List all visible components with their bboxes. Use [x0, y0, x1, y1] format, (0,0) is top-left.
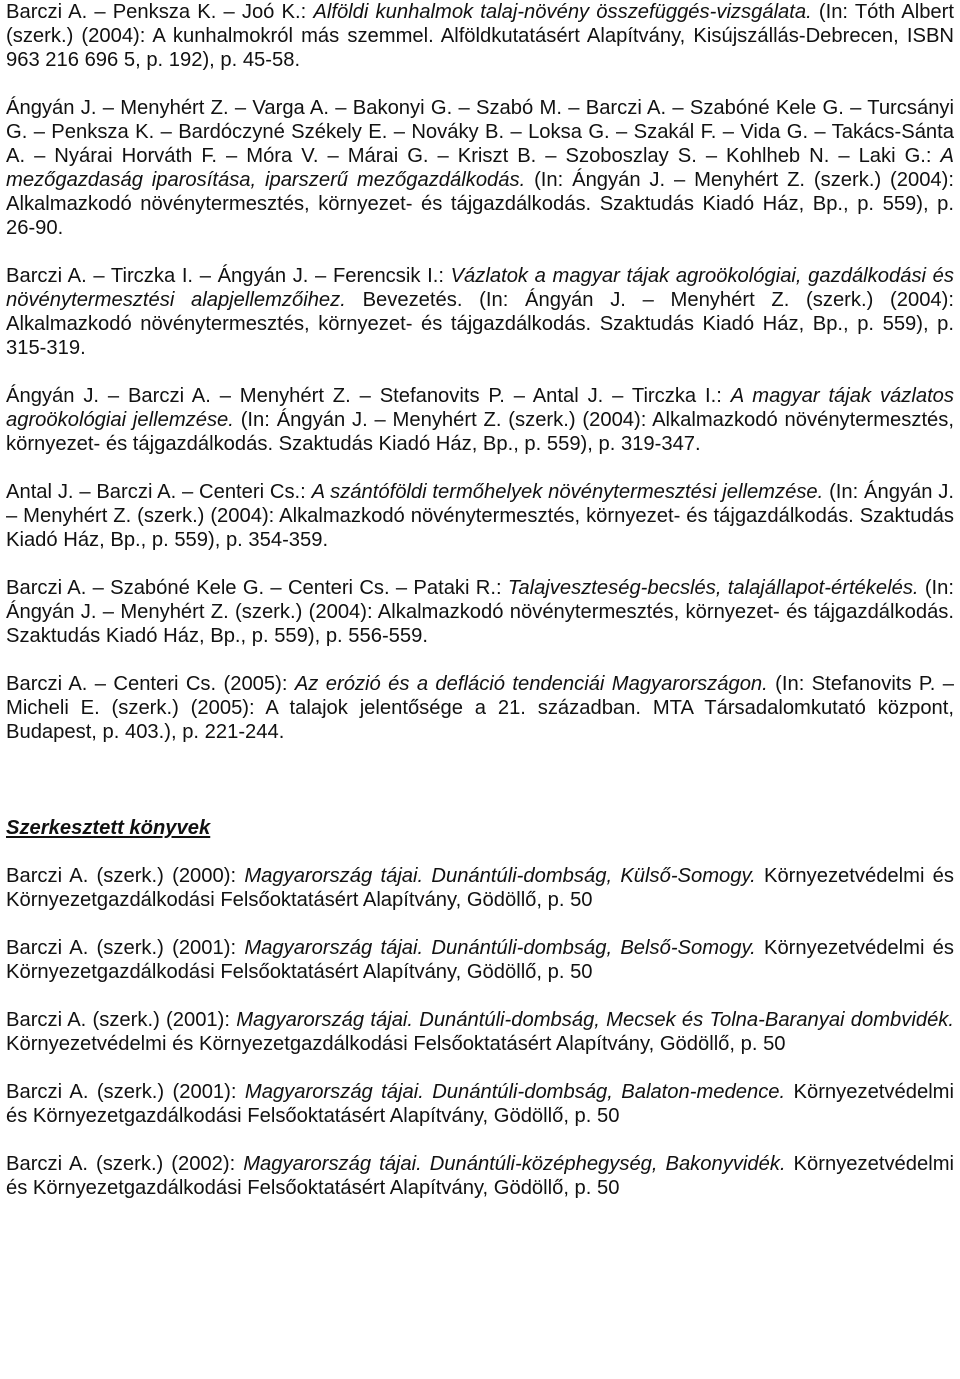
reference-source: Környezetvédelmi és Környezetgazdálkodási Felsőoktatásért Alapítvány, Gödöllő, p. 50	[6, 937, 955, 983]
reference-source: Környezetvédelmi és Környezetgazdálkodási Felsőoktatásért Alapítvány, Gödöllő, p. 50	[6, 1081, 954, 1127]
reference-title: Magyarország tájai. Dunántúli-dombság, Balaton-medence.	[244, 1081, 786, 1103]
reference-entry	[6, 0, 954, 72]
reference-authors: Ángyán J. – Menyhért Z. – Varga A. – Bakonyi G. – Szabó M. – Barczi A. – Szabóné Kele G. – Turcsányi G. – Penksza K. – Bardóczyné Székely E. – Nováky B. – Loksa G. – Szakál F. – Vida G. – Takács-Sánta A. – Nyárai Horváth F. – Móra V. – Márai G. – Kriszt B. – Szoboszlay S. – Kohlheb N. – Laki G.:	[6, 97, 954, 167]
reference-title: Magyarország tájai. Dunántúli-dombság, Mecsek és Tolna-Baranyai dombvidék.	[236, 1009, 954, 1031]
reference-authors: Ángyán J. – Barczi A. – Menyhért Z. – Stefanovits P. – Antal J. – Tirczka I.:	[6, 385, 731, 407]
reference-source: (In: Stefanovits P. – Micheli E. (szerk.) (2005): A talajok jelentősége a 21. században. MTA Társadalomkutató központ, Budapest, p. 403.), p. 221-244.	[6, 673, 954, 743]
reference-source: Bevezetés. (In: Ángyán J. – Menyhért Z. (szerk.) (2004): Alkalmazkodó növénytermesztés, környezet- és tájgazdálkodás. Szaktudás Kiadó Ház, Bp., p. 559), p. 315-319.	[6, 289, 954, 359]
article-references	[6, 0, 954, 744]
reference-title: Talajveszteség-becslés, talajállapot-értékelés.	[507, 577, 919, 599]
reference-authors: Barczi A. – Penksza K. – Joó K.:	[6, 1, 314, 23]
reference-entry	[6, 1008, 954, 1056]
reference-title: Az erózió és a defláció tendenciái Magyarországon.	[294, 673, 768, 695]
reference-authors: Antal J. – Barczi A. – Centeri Cs.:	[6, 481, 312, 503]
reference-source: (In: Ángyán J. – Menyhért Z. (szerk.) (2004): Alkalmazkodó növénytermesztés, környezet- és tájgazdálkodás. Szaktudás Kiadó Ház, Bp., p. 559), p. 354-359.	[6, 481, 955, 551]
reference-entry	[6, 96, 954, 240]
document-page	[6, 0, 954, 1224]
reference-source: Környezetvédelmi és Környezetgazdálkodási Felsőoktatásért Alapítvány, Gödöllő, p. 50	[6, 1153, 955, 1199]
reference-title: Magyarország tájai. Dunántúli-dombság, Belső-Somogy.	[244, 937, 756, 959]
reference-entry	[6, 672, 954, 744]
reference-title: Magyarország tájai. Dunántúli-középhegység, Bakonyvidék.	[243, 1153, 786, 1175]
reference-entry	[6, 1152, 954, 1200]
reference-authors: Barczi A. (szerk.) (2000):	[6, 865, 245, 887]
reference-authors: Barczi A. (szerk.) (2002):	[6, 1153, 244, 1175]
reference-source: (In: Ángyán J. – Menyhért Z. (szerk.) (2004): Alkalmazkodó növénytermesztés, környezet- és tájgazdálkodás. Szaktudás Kiadó Ház, Bp., p. 559), p. 319-347.	[6, 409, 954, 455]
reference-entry	[6, 576, 954, 648]
reference-source: (In: Ángyán J. – Menyhért Z. (szerk.) (2004): Alkalmazkodó növénytermesztés, környezet- és tájgazdálkodás. Szaktudás Kiadó Ház, Bp., p. 559), p. 556-559.	[6, 577, 954, 647]
reference-source: (In: Ángyán J. – Menyhért Z. (szerk.) (2004): Alkalmazkodó növénytermesztés, környezet- és tájgazdálkodás. Szaktudás Kiadó Ház, Bp., p. 559), p. 26-90.	[6, 169, 954, 239]
reference-title: Magyarország tájai. Dunántúli-dombság, Külső-Somogy.	[244, 865, 756, 887]
reference-authors: Barczi A. (szerk.) (2001):	[6, 1081, 245, 1103]
reference-title: Vázlatok a magyar tájak agroökológiai, gazdálkodási és növénytermesztési alapjellemzőihez.	[6, 265, 954, 311]
reference-entry	[6, 1080, 954, 1128]
reference-source: Környezetvédelmi és Környezetgazdálkodási Felsőoktatásért Alapítvány, Gödöllő, p. 50	[6, 865, 955, 911]
section-heading: Szerkesztett könyvek	[6, 817, 211, 839]
reference-authors: Barczi A. (szerk.) (2001):	[6, 1009, 237, 1031]
reference-authors: Barczi A. – Szabóné Kele G. – Centeri Cs. – Pataki R.:	[6, 577, 508, 599]
reference-entry	[6, 264, 954, 360]
reference-authors: Barczi A. – Tirczka I. – Ángyán J. – Ferencsik I.:	[6, 265, 451, 287]
reference-entry	[6, 936, 954, 984]
reference-authors: Barczi A. – Centeri Cs. (2005):	[6, 673, 295, 695]
reference-title: Alföldi kunhalmok talaj-növény összefüggés-vizsgálata.	[313, 1, 812, 23]
reference-source: (In: Tóth Albert (szerk.) (2004): A kunhalmokról más szemmel. Alföldkutatásért Alapítvány, Kisújszállás-Debrecen, ISBN 963 216 696 5, p. 192), p. 45-58.	[6, 1, 954, 71]
edited-books-references	[6, 864, 954, 1200]
reference-entry	[6, 384, 954, 456]
reference-title: A mezőgazdaság iparosítása, iparszerű mezőgazdálkodás.	[6, 145, 954, 191]
reference-title: A magyar tájak vázlatos agroökológiai jellemzése.	[6, 385, 954, 431]
reference-entry	[6, 480, 954, 552]
reference-title: A szántóföldi termőhelyek növénytermesztési jellemzése.	[311, 481, 824, 503]
reference-authors: Barczi A. (szerk.) (2001):	[6, 937, 245, 959]
reference-source: Környezetvédelmi és Környezetgazdálkodási Felsőoktatásért Alapítvány, Gödöllő, p. 50	[6, 1033, 786, 1055]
reference-entry	[6, 864, 954, 912]
